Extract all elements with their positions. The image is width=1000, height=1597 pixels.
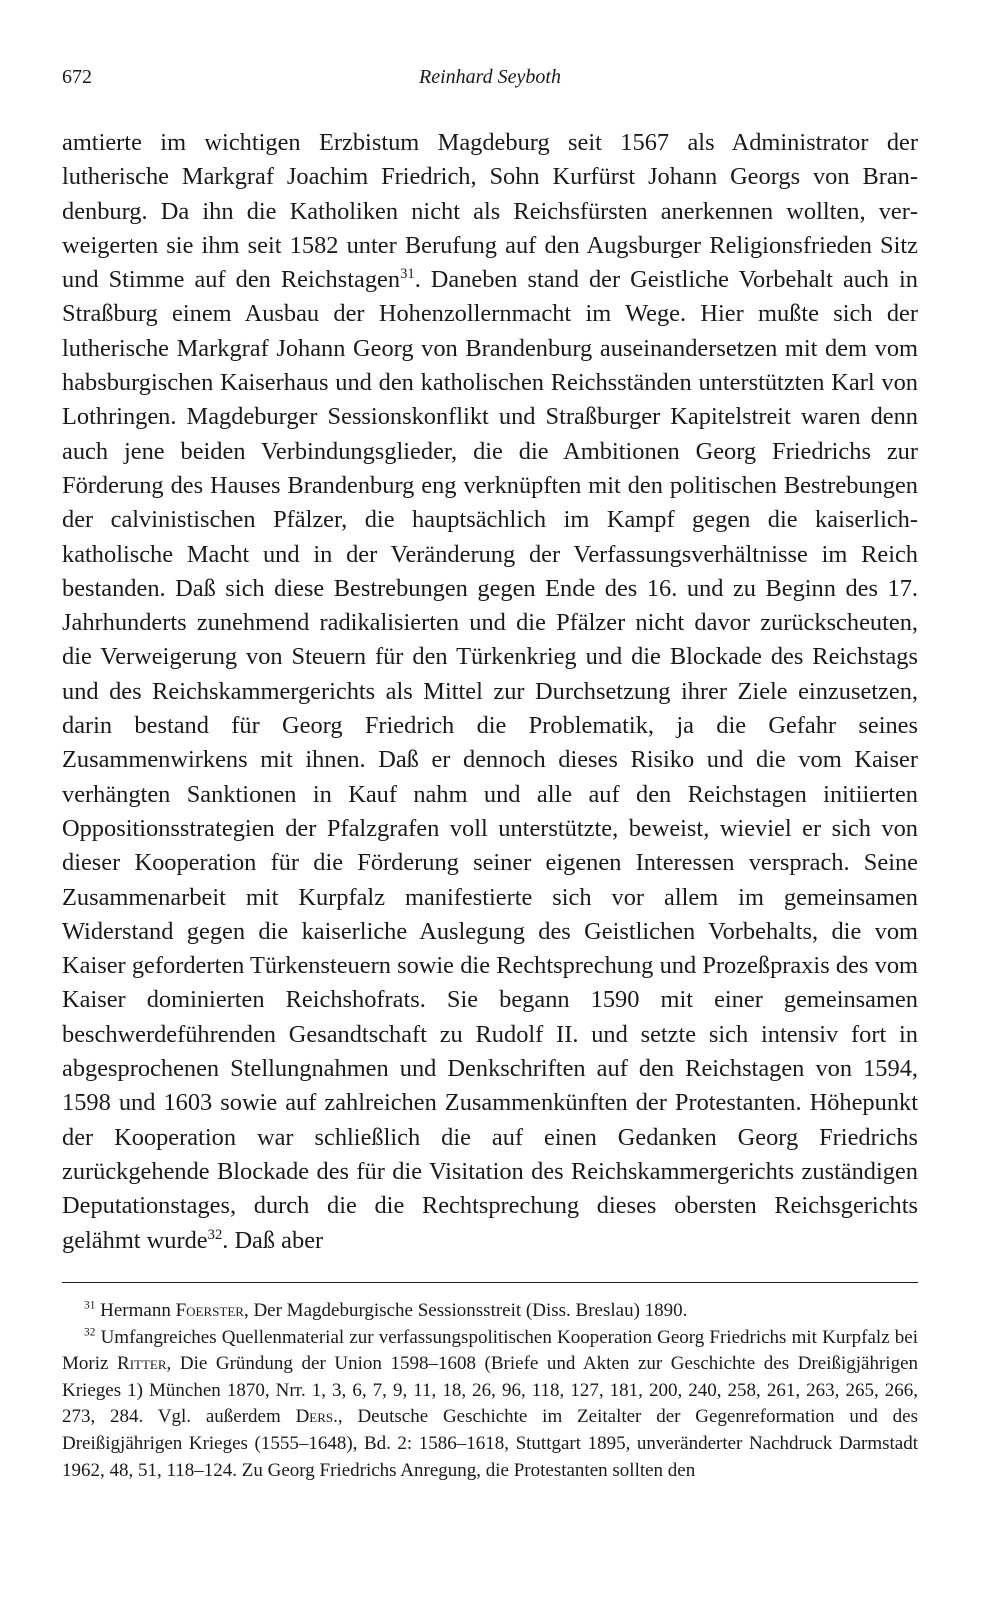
body-paragraph	[62, 126, 918, 1258]
book-page	[62, 0, 918, 1597]
footnote-number: 31	[84, 1299, 96, 1312]
footnote-text: , Der Magdeburgische Sessionsstreit (Diss. Breslau) 1890.	[243, 1300, 688, 1321]
body-text-segment: . Daß aber	[222, 1226, 324, 1254]
footnote-31	[62, 1298, 918, 1325]
footnote-text: , Die Gründung der Union 1598–1608 (Briefe und Akten zur Geschichte des Dreißigjährigen Krieges 1) München 1870, Nrr. 1, 3, 6, 7, 9, 11, 18, 26, 96, 118, 127, 181, 200, 240, 258, 261, 263, 265, 266, 273, 284. Vgl. außerdem	[62, 1353, 918, 1428]
footnote-32	[62, 1325, 918, 1485]
footnote-author: Ders.	[295, 1406, 338, 1428]
page-number: 672	[62, 66, 92, 88]
footnote-separator	[62, 1282, 918, 1283]
footnote-text: Hermann	[100, 1300, 176, 1321]
page-header	[62, 58, 918, 98]
body-text-segment: . Daneben stand der Geistliche Vorbehalt auch in Straßburg einem Ausbau der Hohenzollernmacht im Wege. Hier mußte sich der lutherische Markgraf Johann Georg von Brandenburg auseinandersetzen mit dem vom habsburgischen Kaiserhaus und den katholischen Reichsständen unterstützten Karl von Lothringen. Magdeburger Sessionskonflikt und Straßburger Kapitelstreit waren denn auch jene beiden Verbindungsglieder, die die Ambitionen Georg Friedrichs zur Förderung des Hauses Brandenburg eng verknüpften mit den politischen Bestrebungen der calvinistischen Pfälzer, die hauptsächlich im Kampf gegen die kaiserlich-katholische Macht und in der Veränderung der Verfassungsverhältnisse im Reich bestanden. Daß sich diese Bestrebungen gegen Ende des 16. und zu Beginn des 17. Jahrhunderts zunehmend radikalisierten und die Pfälzer nicht davor zurückscheuten, die Verweigerung von Steuern für den Türkenkrieg und die Blockade des Reichstags und des Reichskammergerichts als Mittel zur Durchsetzung ihrer Ziele einzusetzen, darin bestand für Georg Friedrich die Problematik, ja die Gefahr seines Zusammenwirkens mit ihnen. Daß er dennoch dieses Risiko und die vom Kaiser verhängten Sanktionen in Kauf nahm und alle auf den Reichstagen initiierten Oppositionsstrategien der Pfalzgrafen voll unterstützte, beweist, wieviel er sich von dieser Kooperation für die Förderung seiner eigenen Interessen versprach. Seine Zusammenarbeit mit Kurpfalz manifestierte sich vor allem im gemeinsamen Widerstand gegen die kaiserliche Auslegung des Geistlichen Vorbehalts, die vom Kaiser geforderten Türkensteuern sowie die Rechtsprechung und Prozeßpraxis des vom Kaiser dominierten Reichshofrats. Sie begann 1590 mit einer gemeinsamen beschwerdeführenden Gesandtschaft zu Rudolf II. und setzte sich intensiv fort in abgesprochenen Stellungnahmen und Denkschriften auf den Reichstagen von 1594, 1598 und 1603 sowie auf zahlreichen Zusammenkünften der Protestanten. Höhepunkt der Kooperation war schließlich die auf einen Gedanken Georg Friedrichs zurückgehende Blockade des für die Visitation des Reichskammergerichts zuständigen Deputationstages, durch die die Rechtsprechung dieses obersten Reichsgerichts gelähmt wurde	[62, 266, 918, 1254]
footnotes	[62, 1298, 918, 1484]
body-text-segment: amtierte im wichtigen Erzbistum Magdeburg seit 1567 als Administrator der lutherische Markgraf Joachim Friedrich, Sohn Kurfürst Johann Georgs von Brandenburg. Da ihn die Katholiken nicht als Reichsfürsten anerkennen wollten, verweigerten sie ihm seit 1582 unter Berufung auf den Augsburger Religionsfrieden Sitz und Stimme auf den Reichstagen	[62, 129, 918, 294]
footnote-author: Ritter	[117, 1353, 167, 1375]
running-head: Reinhard Seyboth	[418, 66, 561, 88]
footnote-author: Foerster	[175, 1300, 244, 1321]
footnote-text: , Deutsche Geschichte im Zeitalter der Gegenreformation und des Dreißigjährigen Krieges (1555–1648), Bd. 2: 1586–1618, Stuttgart 1895, unveränderter Nachdruck Darmstadt 1962, 48, 51, 118–124. Zu Georg Friedrichs Anregung, die Protestanten sollten den	[62, 1406, 918, 1481]
footnote-text: Umfangreiches Quellenmaterial zur verfassungspolitischen Kooperation Georg Friedrichs mit Kurpfalz bei Moriz	[62, 1326, 918, 1375]
footnote-number: 32	[84, 1326, 96, 1339]
footnote-ref-31[interactable]: 31	[400, 266, 415, 283]
footnote-ref-32[interactable]: 32	[207, 1226, 223, 1243]
